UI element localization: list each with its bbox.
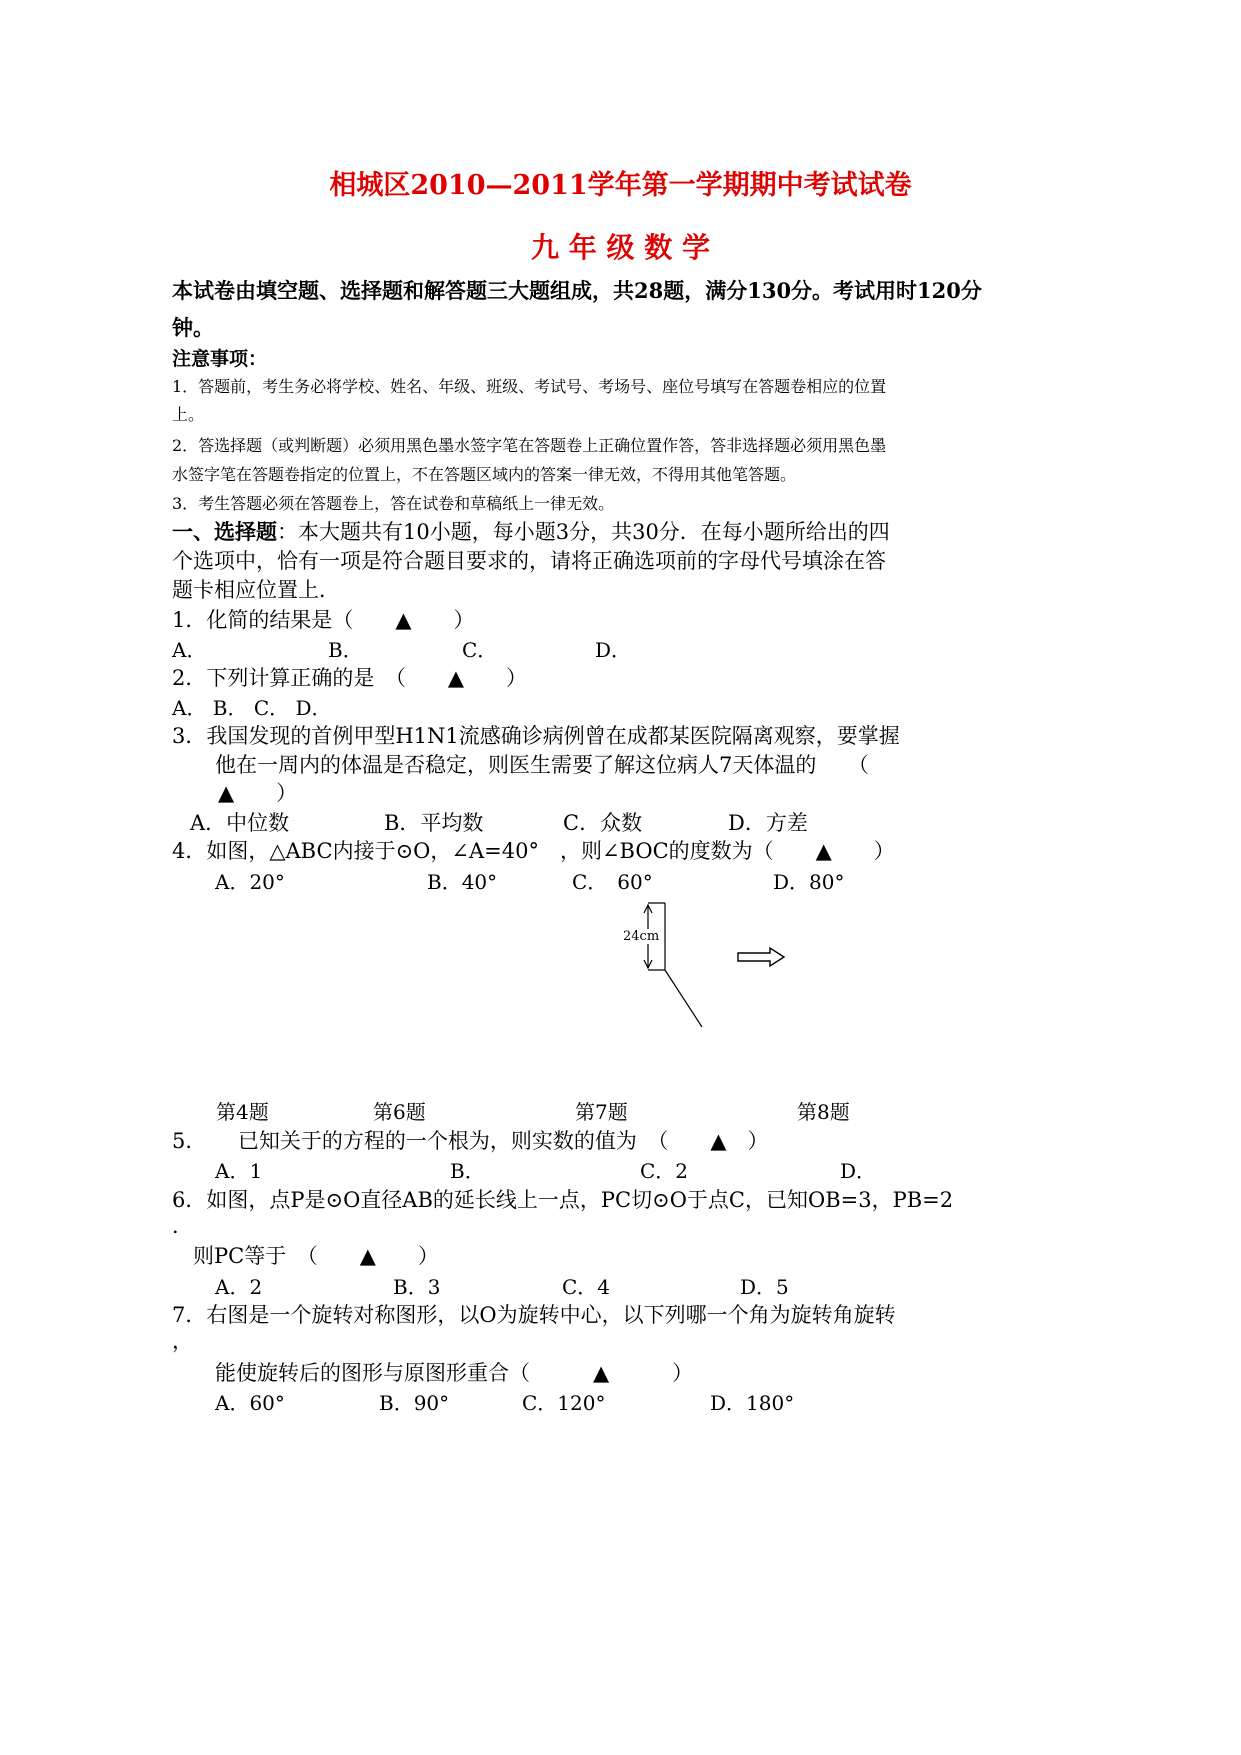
page-subtitle: 九 年 级 数 学 bbox=[531, 231, 710, 264]
question-5-option-b: B． bbox=[450, 1159, 485, 1183]
question-5-option-a: A．1 bbox=[215, 1159, 263, 1183]
question-3-line-2: 他在一周内的体温是否稳定，则医生需要了解这位病人7天体温的 （ bbox=[215, 753, 869, 777]
question-6-option-b: B．3 bbox=[393, 1275, 441, 1299]
question-1-stem: 1．化简的结果是（ ▲ ） bbox=[172, 608, 475, 632]
question-3-option-d: D．方差 bbox=[728, 811, 808, 835]
question-3-option-a: A．中位数 bbox=[190, 811, 290, 835]
question-6-line-3: 则PC等于 （ ▲ ） bbox=[193, 1244, 439, 1268]
figure-caption-q6: 第6题 bbox=[373, 1100, 426, 1124]
question-1-option-c: C． bbox=[462, 638, 498, 662]
question-5-option-d: D． bbox=[840, 1159, 877, 1183]
question-3-option-c: C．众数 bbox=[563, 811, 643, 835]
question-7-line-3: 能使旋转后的图形与原图形重合（ ▲ ） bbox=[215, 1361, 694, 1385]
figure-caption-q7: 第7题 bbox=[575, 1100, 628, 1124]
question-6-line-1: 6．如图，点P是⊙O直径AB的延长线上一点，PC切⊙O于点C，已知OB=3，PB=2 bbox=[172, 1188, 954, 1212]
arrow-right-icon bbox=[736, 946, 788, 968]
question-5-stem: 5． 已知关于的方程的一个根为，则实数的值为 （ ▲ ） bbox=[172, 1129, 769, 1153]
note-3: 3．考生答题必须在答题卷上，答在试卷和草稿纸上一律无效。 bbox=[172, 494, 615, 513]
question-6-option-c: C．4 bbox=[562, 1275, 611, 1299]
question-4-stem: 4．如图，△ABC内接于⊙O，∠A=40° ，则∠BOC的度数为（ ▲ ） bbox=[172, 839, 895, 863]
question-5-option-c: C．2 bbox=[640, 1159, 689, 1183]
question-2-stem: 2．下列计算正确的是 （ ▲ ） bbox=[172, 666, 528, 690]
section-1-instructions: ：本大题共有10小题，每小题3分，共30分．在每小题所给出的四 bbox=[277, 520, 890, 544]
question-6-option-d: D．5 bbox=[740, 1275, 789, 1299]
question-6-option-a: A．2 bbox=[215, 1275, 263, 1299]
notes-heading: 注意事项： bbox=[172, 348, 268, 370]
question-1-option-a: A． bbox=[172, 638, 207, 662]
intro-line-1: 本试卷由填空题、选择题和解答题三大题组成，共28题，满分130分。考试用时120分 bbox=[172, 278, 982, 303]
figure-caption-q4: 第4题 bbox=[216, 1100, 269, 1124]
question-1-option-d: D． bbox=[595, 638, 632, 662]
question-4-option-b: B．40° bbox=[427, 870, 498, 894]
note-2-line-1: 2．答选择题（或判断题）必须用黑色墨水签字笔在答题卷上正确位置作答，答非选择题必须用黑色墨 bbox=[172, 436, 887, 455]
section-1-line-1 bbox=[172, 516, 890, 546]
question-7-line-2: ， bbox=[172, 1329, 193, 1353]
figure-caption-q8: 第8题 bbox=[797, 1100, 850, 1124]
question-3-line-1: 3．我国发现的首例甲型H1N1流感确诊病例曾在成都某医院隔离观察，要掌握 bbox=[172, 724, 900, 748]
question-7-option-a: A．60° bbox=[215, 1391, 285, 1415]
question-7-option-b: B．90° bbox=[379, 1391, 450, 1415]
section-1-line-2: 个选项中，恰有一项是符合题目要求的，请将正确选项前的字母代号填涂在答 bbox=[172, 549, 886, 573]
note-1-line-2: 上。 bbox=[172, 405, 205, 424]
note-1-line-1: 1．答题前，考生务必将学校、姓名、年级、班级、考试号、考场号、座位号填写在答题卷相应的位置 bbox=[172, 377, 887, 396]
intro-line-2: 钟。 bbox=[172, 315, 214, 340]
note-2-line-2: 水签字笔在答题卷指定的位置上，不在答题区域内的答案一律无效，不得用其他笔答题。 bbox=[172, 465, 797, 484]
question-7-option-d: D．180° bbox=[710, 1391, 795, 1415]
question-2-options: A． B． C． D． bbox=[172, 696, 332, 720]
figure-8-drawing bbox=[620, 895, 730, 1035]
question-4-option-c: C． 60° bbox=[572, 870, 653, 894]
question-3-line-3: ▲ ） bbox=[218, 781, 298, 805]
question-4-option-a: A．20° bbox=[215, 870, 285, 894]
section-1-label: 一、选择题 bbox=[172, 519, 277, 544]
section-1-line-3: 题卡相应位置上． bbox=[172, 578, 340, 602]
question-7-option-c: C．120° bbox=[522, 1391, 606, 1415]
question-4-option-d: D．80° bbox=[773, 870, 845, 894]
question-6-line-2: ． bbox=[172, 1214, 193, 1238]
question-3-option-b: B．平均数 bbox=[384, 811, 484, 835]
figure-8-dimension-label: 24cm bbox=[623, 929, 660, 944]
question-7-line-1: 7．右图是一个旋转对称图形，以O为旋转中心，以下列哪一个角为旋转角旋转 bbox=[172, 1303, 896, 1327]
question-1-option-b: B． bbox=[328, 638, 363, 662]
page-title: 相城区2010—2011学年第一学期期中考试试卷 bbox=[329, 170, 912, 201]
